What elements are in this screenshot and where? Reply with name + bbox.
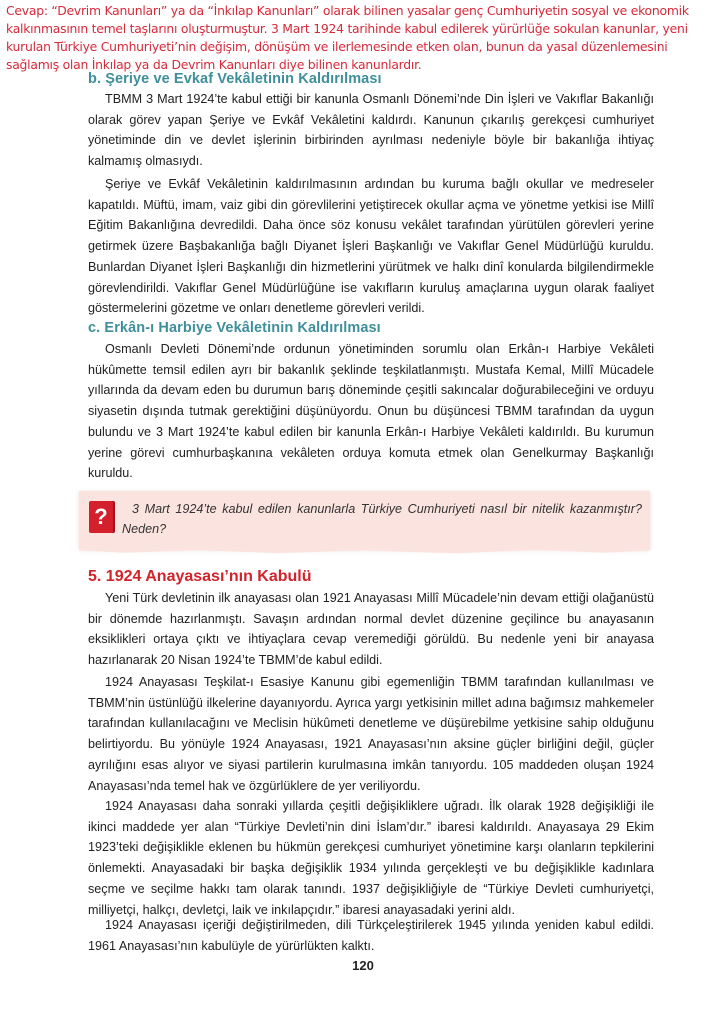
page-number: 120	[352, 958, 374, 973]
section-b-paragraph-2: Şeriye ve Evkâf Vekâletinin kaldırılmasının ardından bu kuruma bağlı okullar ve medreseler kapatıldı. Müftü, imam, vaiz gibi din görevlilerini yetiştirecek okullar açma ve yönetme yetkisi ise Millî Eğitim Bakanlığına devredildi. Daha önce söz konusu vekâlet tarafından yürütülen görevleri yerine getirmek üzere Başbakanlığa bağlı Diyanet İşleri Başkanlığı ve Vakıflar Genel Müdürlüğü kuruldu. Bunlardan Diyanet İşleri Başkanlığı din hizmetlerini yürütmek ve halkı dinî konularda bilgilendirmekle görevlendirildi. Vakıflar Genel Müdürlüğüne ise vakıfların kuruluş amaçlarına uygun olarak faaliyet göstermelerini gözetme ve onları denetleme görevleri verildi.	[88, 177, 654, 316]
section-5-heading: 5. 1924 Anayasası’nın Kabulü	[88, 568, 312, 585]
question-book-icon: ?	[89, 501, 113, 533]
section-b-heading: b. Şeriye ve Evkaf Vekâletinin Kaldırılması	[88, 71, 382, 87]
answer-note: Cevap: “Devrim Kanunları” ya da “İnkılap Kanunları” olarak bilinen yasalar genç Cumhuriyetin sosyal ve ekonomik kalkınmasının temel taşlarını oluşturmuştur. 3 Mart 1924 tarihinde kabul edilerek yürürlüğe sokulan kanunlar, yeni kurulan Türkiye Cumhuriyeti’nin değişim, dönüşüm ve ilerlemesinde etken olan, bunun da yasal düzenlemesini sağlamış olan İnkılap ya da Devrim Kanunları diye bilinen kanunlardır.	[6, 3, 689, 72]
section-b-paragraph-1: TBMM 3 Mart 1924’te kabul ettiği bir kanunla Osmanlı Dönemi’nde Din İşleri ve Vakıflar Bakanlığı olarak görev yapan Şeriye ve Evkâf Vekâletini kaldırdı. Kanunun çıkarılış gerekçesi cumhuriyet yönetiminde din ve devlet işlerinin birbirinden ayrılması nedeniyle böyle bir bakanlığa ihtiyaç kalmamış olmasıydı.	[88, 92, 654, 169]
question-box	[79, 491, 650, 549]
section-c-paragraph-1: Osmanlı Devleti Dönemi’nde ordunun yönetiminden sorumlu olan Erkân-ı Harbiye Vekâleti hükûmette temsil edilen ayrı bir bakanlık şeklinde teşkilatlanmıştı. Mustafa Kemal, Millî Mücadele yıllarında da devam eden bu durumun barış döneminde çeşitli sakıncalar doğurabileceğini ve orduyu siyasetin dışında tutmak gerektiğini düşünüyordu. Onun bu düşüncesi TBMM tarafından da uygun bulundu ve 3 Mart 1924’te kabul edilen bir kanunla Erkân-ı Harbiye Vekâleti kaldırıldı. Bu kurumun yerine görevi cumhurbaşkanına vekâleten orduya komuta etmek olan Genelkurmay Başkanlığı kuruldu.	[88, 342, 654, 481]
section-5-paragraph-4: 1924 Anayasası içeriği değiştirilmeden, dili Türkçeleştirilerek 1945 yılında yeniden kabul edildi. 1961 Anayasası’nın kabulüyle de yürürlükten kalktı.	[88, 918, 654, 953]
section-5-paragraph-3: 1924 Anayasası daha sonraki yıllarda çeşitli değişikliklere uğradı. İlk olarak 1928 değişikliği ile ikinci maddede yer alan “Türkiye Devleti’nin dini İslam’dır.” ibaresi kaldırıldı. Anayasaya 29 Ekim 1923’teki değişiklikle eklenen bu hükmün gerekçesi cumhuriyet yönetimine karşı olanların tepkilerini önlemekti. Anayasadaki bir başka değişiklik 1934 yılında gerçekleşti ve bu değişiklikle kadınlara seçme ve seçilme hakkı tam olarak tanındı. 1937 değişikliğiyle de “Türkiye Devleti cumhuriyetçi, milliyetçi, halkçı, devletçi, laik ve inkılapçıdır.” ibaresi anayasadaki yerini aldı.	[88, 799, 654, 917]
section-5-paragraph-1: Yeni Türk devletinin ilk anayasası olan 1921 Anayasası Millî Mücadele’nin devam ettiği olağanüstü bir dönemde hazırlanmıştı. Savaşın ardından normal devlet düzenine geçilince bu anayasanın eksiklikleri ortaya çıktı ve ihtiyaçlara cevap veremediği görüldü. Bu nedenle yeni bir anayasa hazırlanarak 20 Nisan 1924’te TBMM’de kabul edildi.	[88, 591, 654, 668]
section-c-heading: c. Erkân-ı Harbiye Vekâletinin Kaldırılması	[88, 320, 381, 336]
question-text: 3 Mart 1924’te kabul edilen kanunlarla Türkiye Cumhuriyeti nasıl bir nitelik kazanmıştır? Neden?	[122, 502, 642, 536]
section-5-paragraph-2: 1924 Anayasası Teşkilat-ı Esasiye Kanunu gibi egemenliğin TBMM tarafından kullanılması ve TBMM’nin üstünlüğü ilkelerine dayanıyordu. Ayrıca yargı yetkisinin millet adına bağımsız mahkemeler tarafından kullanılacağını ve Meclisin hükûmeti denetleme ve düşürebilme yetkisine sahip olduğunu belirtiyordu. Bu yönüyle 1924 Anayasası, 1921 Anayasası’nın aksine güçler birliğini değil, güçler ayrılığını esas alıyor ve siyasi partilerin kurulmasına imkân tanıyordu. 105 maddeden oluşan 1924 Anayasası’nda temel hak ve özgürlüklere de yer veriliyordu.	[88, 675, 654, 793]
